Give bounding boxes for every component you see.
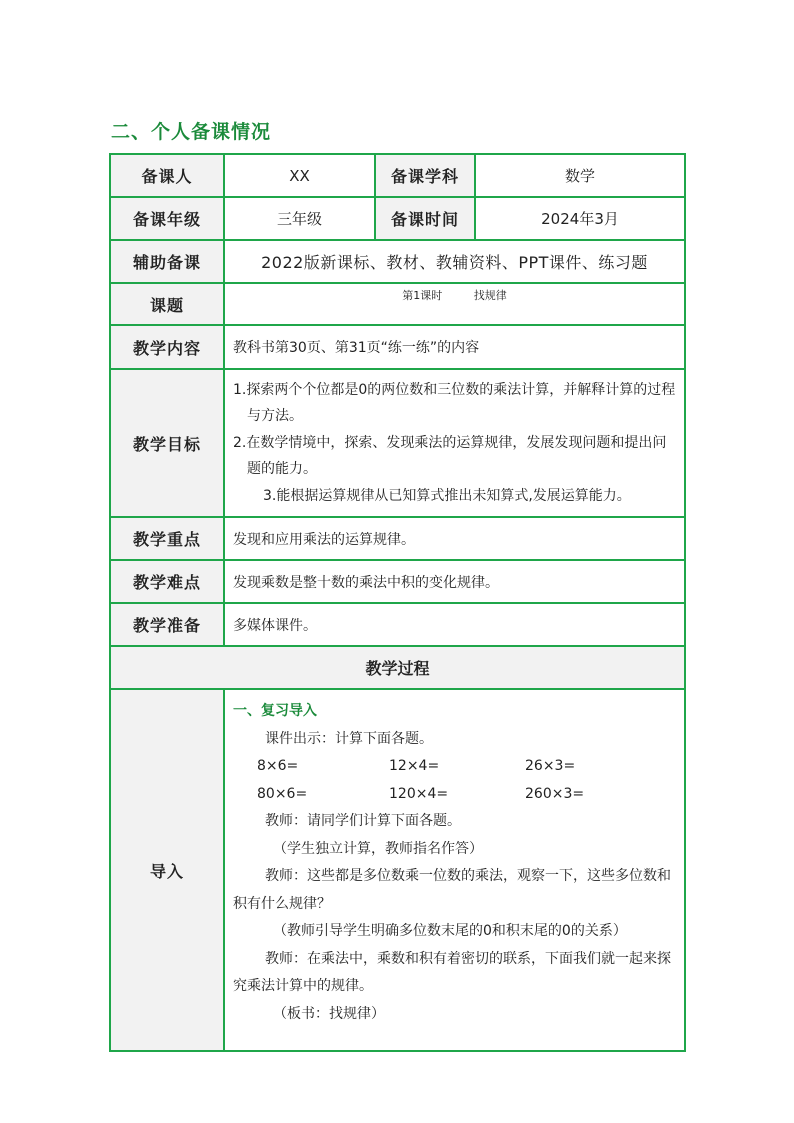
row-process-header	[110, 646, 685, 689]
process-content	[224, 689, 685, 1051]
row-prep	[110, 603, 685, 646]
row-aux	[110, 240, 685, 283]
calc-item: 80×6=	[257, 785, 308, 802]
process-show: 课件出示：计算下面各题。	[265, 730, 433, 747]
calc-item: 120×4=	[389, 785, 449, 802]
objective-item: 1.探索两个个位都是0的两位数和三位数的乘法计算，并解释计算的过程与方法。	[233, 381, 676, 425]
row-objectives	[110, 369, 685, 517]
topic-label: 课题	[110, 283, 224, 325]
teacher-line: 教师：这些都是多位数乘一位数的乘法，观察一下，这些多位数和积有什么规律？	[233, 868, 671, 912]
section-title: 二、个人备课情况	[111, 121, 272, 143]
time-label: 备课时间	[375, 197, 475, 240]
grade-label: 备课年级	[110, 197, 224, 240]
difficulty-label: 教学难点	[110, 560, 224, 603]
subject-label: 备课学科	[375, 154, 475, 197]
teacher-value: XX	[224, 154, 375, 197]
lesson-plan-table	[109, 153, 686, 1052]
aux-label: 辅助备课	[110, 240, 224, 283]
objective-item: 2.在数学情境中，探索、发现乘法的运算规律，发展发现问题和提出问题的能力。	[233, 434, 667, 478]
calc-item: 12×4=	[389, 758, 440, 774]
row-difficulty	[110, 560, 685, 603]
objective-item: 3.能根据运算规律从已知算式推出未知算式,发展运算能力。	[263, 487, 631, 504]
row-process-intro	[110, 689, 685, 1051]
topic-name: 找规律	[473, 289, 507, 302]
difficulty-value: 发现乘数是整十数的乘法中积的变化规律。	[224, 560, 685, 603]
topic-value	[224, 283, 685, 325]
calc-row	[233, 781, 678, 809]
grade-value: 三年级	[224, 197, 375, 240]
aux-value: 2022版新课标、教材、教辅资料、PPT课件、练习题	[224, 240, 685, 283]
subject-value: 数学	[475, 154, 685, 197]
row-grade-time	[110, 197, 685, 240]
row-teacher-subject	[110, 154, 685, 197]
row-key	[110, 517, 685, 560]
calc-row	[233, 753, 678, 781]
teacher-line: 教师：在乘法中，乘数和积有着密切的联系，下面我们就一起来探究乘法计算中的规律。	[233, 950, 671, 994]
calc-item: 26×3=	[525, 758, 576, 774]
content-value: 教科书第30页、第31页“练一练”的内容	[224, 325, 685, 369]
calc-item: 8×6=	[257, 758, 299, 774]
stage-label: 导入	[110, 689, 224, 1051]
time-value: 2024年3月	[475, 197, 685, 240]
process-header: 教学过程	[110, 646, 685, 689]
teacher-label: 备课人	[110, 154, 224, 197]
objectives-label: 教学目标	[110, 369, 224, 517]
key-label: 教学重点	[110, 517, 224, 560]
row-content	[110, 325, 685, 369]
teacher-line: 教师：请同学们计算下面各题。	[265, 813, 461, 829]
process-heading: 一、复习导入	[233, 703, 317, 719]
calc-item: 260×3=	[525, 785, 585, 802]
row-topic	[110, 283, 685, 325]
prep-value: 多媒体课件。	[224, 603, 685, 646]
objectives-list	[224, 369, 685, 517]
note-line: （学生独立计算，教师指名作答）	[273, 840, 483, 857]
note-line: （教师引导学生明确多位数末尾的0和积末尾的0的关系）	[273, 923, 627, 939]
key-value: 发现和应用乘法的运算规律。	[224, 517, 685, 560]
prep-label: 教学准备	[110, 603, 224, 646]
content-label: 教学内容	[110, 325, 224, 369]
topic-lesson: 第1课时	[402, 289, 443, 302]
note-line: （板书：找规律）	[273, 1005, 385, 1022]
